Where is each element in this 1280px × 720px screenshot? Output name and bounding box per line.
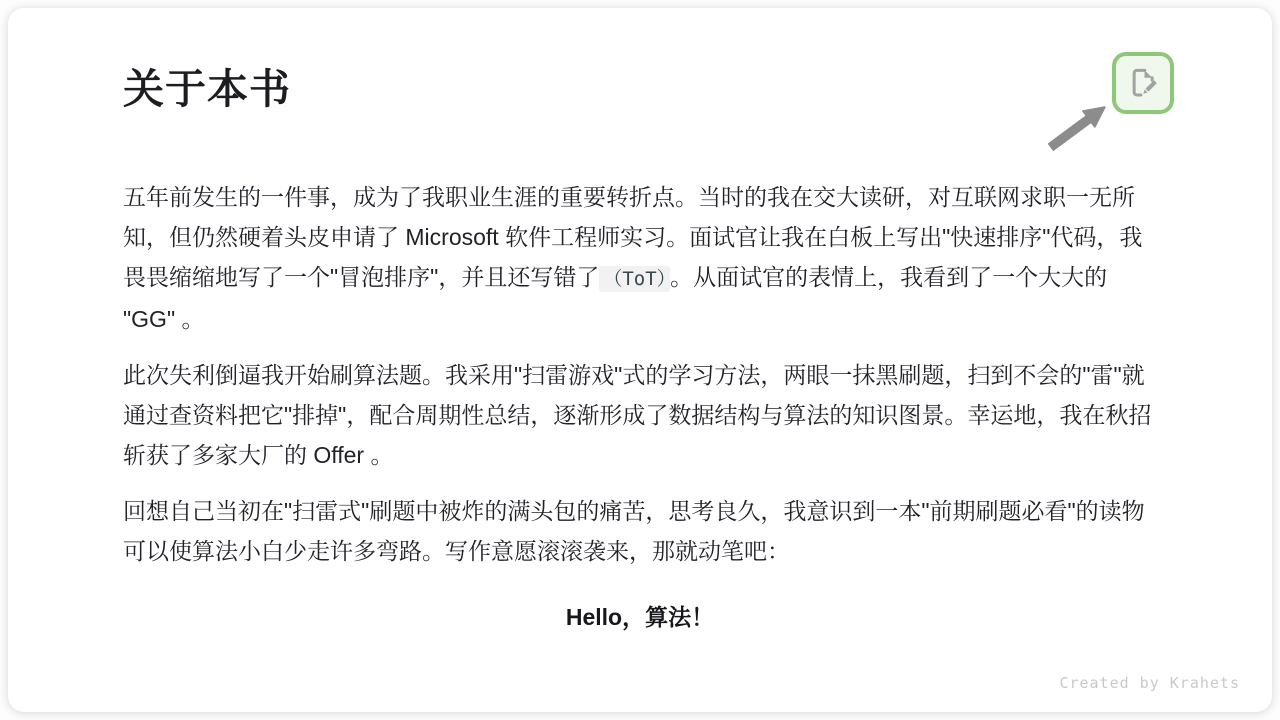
inline-code-tot: （ToT） [599,266,670,292]
paragraph-1-text-after: 。从面试官的表情上，我看到了一个大大的 "GG" 。 [123,264,1108,333]
paragraph-2: 此次失利倒逼我开始刷算法题。我采用"扫雷游戏"式的学习方法，两眼一抹黑刷题，扫到不会的"雷"就通过查资料把它"排掉"，配合周期性总结，逐渐形成了数据结构与算法的知识图景。幸运地，我在秋招斩获了多家大厂的 Offer 。 [123,362,1152,469]
page-card [8,8,1272,712]
closing-line-text: Hello，算法！ [565,604,715,631]
paragraph-1 [123,177,1157,339]
footer-credit: Created by Krahets [1059,674,1240,692]
paragraph-1-text: 五年前发生的一件事，成为了我职业生涯的重要转折点。当时的我在交大读研，对互联网求职一无所知，但仍然硬着头皮申请了 Microsoft 软件工程师实习。面试官让我在白板上写出"快速排序"代码，我畏畏缩缩地写了一个"冒泡排序"，并且还写错了 [123,184,1143,291]
annotation-arrow-icon [1048,104,1110,154]
edit-page-button[interactable] [1112,52,1174,114]
file-edit-icon [1125,65,1161,101]
page-title: 关于本书 [123,66,291,112]
article-body [123,177,1157,637]
paragraph-3: 回想自己当初在"扫雷式"刷题中被炸的满头包的痛苦，思考良久，我意识到一本"前期刷题必看"的读物可以使算法小白少走许多弯路。写作意愿滚滚袭来，那就动笔吧： [123,498,1145,565]
closing-line [123,597,1157,637]
